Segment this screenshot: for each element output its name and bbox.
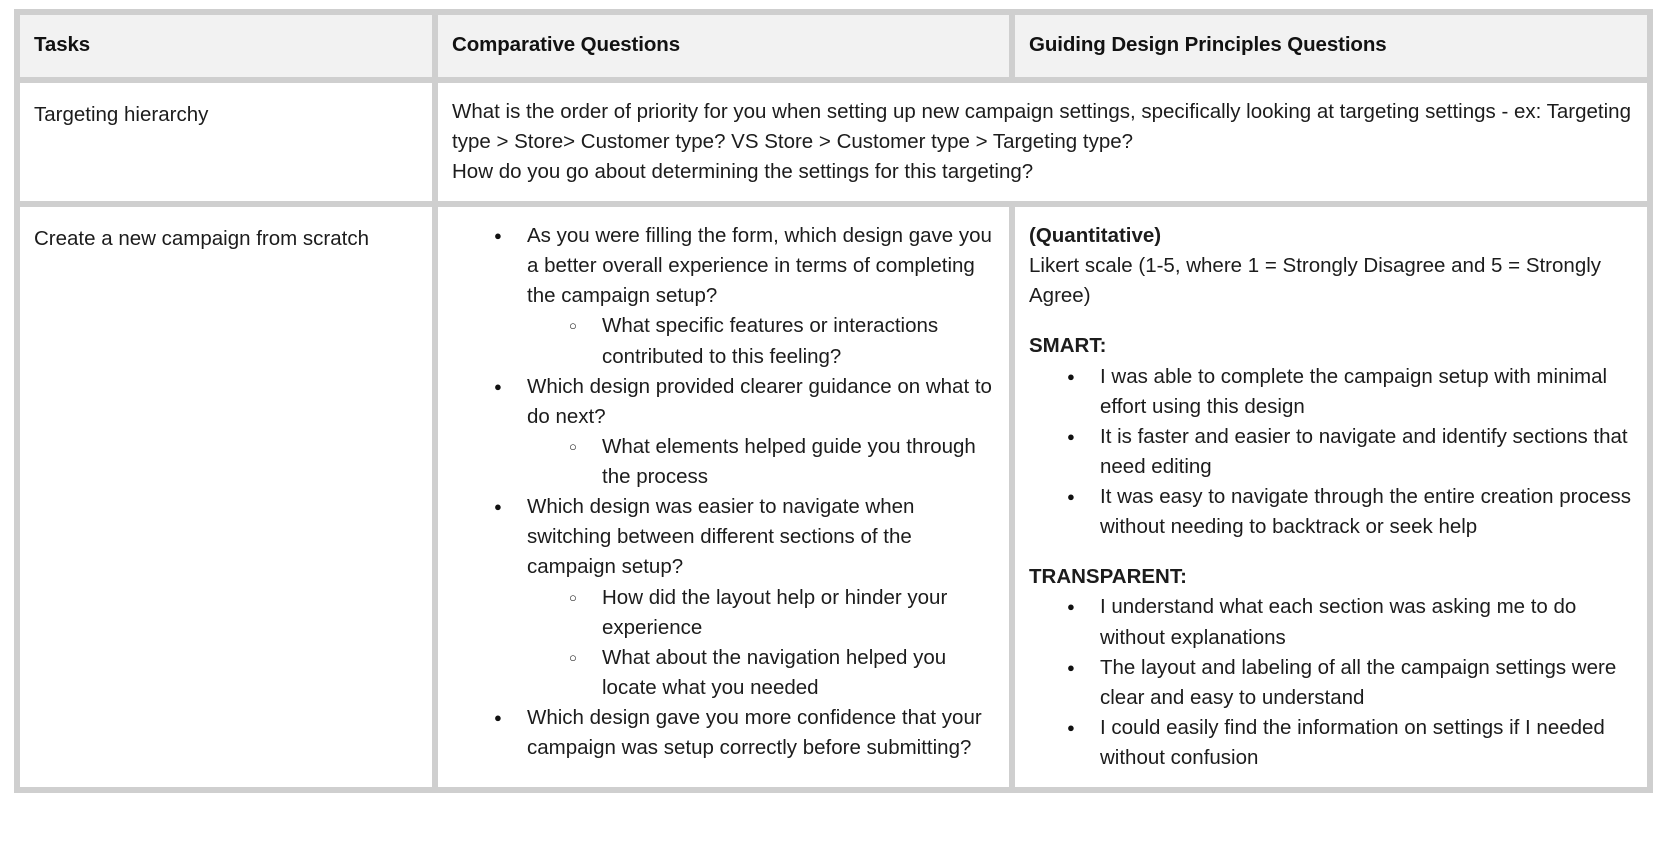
question-text: Which design provided clearer guidance on what to do next? — [527, 374, 992, 428]
question-paragraph: How do you go about determining the settings for this targeting? — [452, 159, 1034, 183]
comparative-cell-create-new-campaign — [432, 201, 1009, 793]
list-item — [494, 221, 999, 372]
sub-question-text: What elements helped guide you through the process — [602, 434, 976, 488]
list-item: ● I was able to complete the campaign setup with minimal effort using this design — [1067, 362, 1637, 422]
comparative-sub-list — [527, 311, 999, 371]
table-row — [14, 77, 1653, 201]
task-label: Create a new campaign from scratch — [34, 227, 369, 250]
task-cell-create-new-campaign — [14, 201, 432, 793]
list-item — [494, 703, 999, 763]
table-row — [14, 201, 1653, 793]
list-item — [569, 643, 999, 703]
smart-statement-list — [1029, 362, 1637, 543]
likert-scale-description: Likert scale (1-5, where 1 = Strongly Disagree and 5 = Strongly Agree) — [1029, 254, 1602, 308]
smart-heading: SMART: — [1029, 334, 1107, 358]
table-header — [14, 9, 1653, 77]
task-cell-targeting-hierarchy — [14, 77, 432, 201]
list-item: ● The layout and labeling of all the campaign settings were clear and easy to understand — [1067, 653, 1637, 713]
guiding-cell-create-new-campaign — [1009, 201, 1653, 793]
question-text: Which design was easier to navigate when switching between different sections of the campaign setup? — [527, 495, 915, 579]
list-item — [494, 492, 999, 703]
header-row — [14, 9, 1653, 77]
task-label: Targeting hierarchy — [34, 102, 209, 126]
sub-question-text: How did the layout help or hinder your experience — [602, 585, 948, 639]
sub-question-text: What specific features or interactions contributed to this feeling? — [602, 314, 939, 368]
comparative-sub-list — [527, 583, 999, 704]
quantitative-heading: (Quantitative) — [1029, 224, 1162, 247]
transparent-heading: TRANSPARENT: — [1029, 565, 1187, 589]
list-item: ● It was easy to navigate through the entire creation process without needing to backtrack or seek help — [1067, 482, 1637, 542]
list-item: ● I understand what each section was asking me to do without explanations — [1067, 592, 1637, 652]
comparative-sub-list — [527, 432, 999, 492]
header-guiding-design-principles-questions: Guiding Design Principles Questions — [1009, 9, 1653, 77]
list-item: ● I could easily find the information on settings if I needed without confusion — [1067, 713, 1637, 773]
section-spacer — [1029, 311, 1637, 331]
list-item — [569, 583, 999, 643]
sub-question-text: What about the navigation helped you locate what you needed — [602, 645, 947, 699]
list-item — [494, 372, 999, 493]
question-text: As you were filling the form, which design gave you a better overall experience in terms of completing the campaign setup? — [527, 224, 992, 308]
list-item — [569, 311, 999, 371]
comparative-cell-targeting-hierarchy — [432, 77, 1653, 201]
section-spacer — [1029, 542, 1637, 562]
list-item — [569, 432, 999, 492]
table-body — [14, 77, 1653, 794]
comparative-question-list — [452, 221, 999, 763]
header-tasks: Tasks — [14, 9, 432, 77]
header-comparative-questions: Comparative Questions — [432, 9, 1009, 77]
transparent-statement-list — [1029, 592, 1637, 773]
question-text: Which design gave you more confidence that your campaign was setup correctly before submitting? — [527, 706, 982, 760]
question-paragraph: What is the order of priority for you when setting up new campaign settings, specifically looking at targeting settings - ex: Targeting type > Store> Customer type? VS Store > Customer type > Targeting type? — [452, 99, 1631, 153]
list-item: ● It is faster and easier to navigate and identify sections that need editing — [1067, 422, 1637, 482]
research-questions-table — [14, 9, 1653, 793]
